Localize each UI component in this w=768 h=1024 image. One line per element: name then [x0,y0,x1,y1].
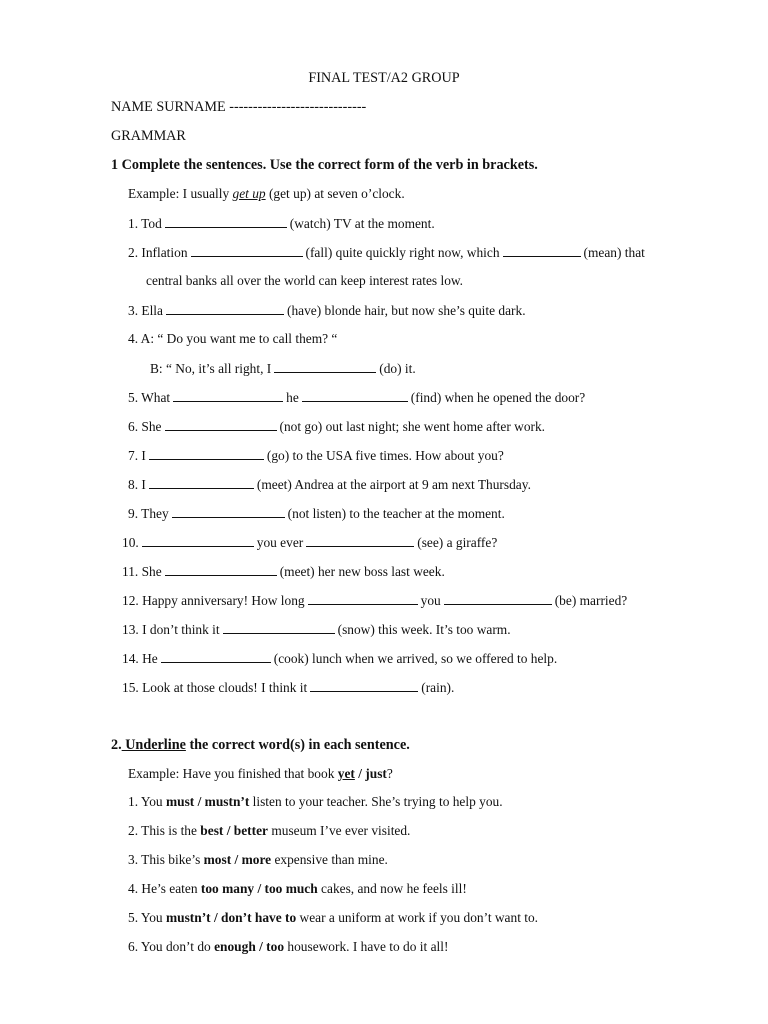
ex1-item-2: 2. Inflation (fall) quite quickly right now, which (mean) that [128,245,645,260]
example-answer: get up [232,186,266,201]
word-choice[interactable]: too many / too much [200,881,318,896]
example-correct-word: yet [337,766,355,781]
section-heading: GRAMMAR [111,128,186,144]
ex2-item-4: 4. He’s eaten too many / too much cakes, and now he feels ill! [128,881,467,896]
name-surname-dashes: ----------------------------- [229,99,367,115]
ex1-item-7: 7. I (go) to the USA five times. How about you? [128,448,504,463]
ex1-item-9: 9. They (not listen) to the teacher at the moment. [128,506,505,521]
answer-blank[interactable] [274,361,376,373]
ex1-item-2-cont: central banks all over the world can keep interest rates low. [146,273,464,288]
exercise-2-heading: 2. Underline the correct word(s) in each sentence. [111,737,410,753]
answer-blank[interactable] [165,564,277,576]
exercise-2-example: Example: Have you finished that book yet / just? [128,766,393,781]
ex2-item-6: 6. You don’t do enough / too housework. I have to do it all! [128,939,449,954]
name-surname-label: NAME SURNAME [111,99,226,115]
answer-blank[interactable] [444,593,552,605]
answer-blank[interactable] [173,390,283,402]
ex1-item-8: 8. I (meet) Andrea at the airport at 9 am next Thursday. [128,477,531,492]
ex2-item-2: 2. This is the best / better museum I’ve ever visited. [128,823,411,838]
ex1-item-4: 4. A: “ Do you want me to call them? “ [128,331,338,346]
answer-blank[interactable] [308,593,418,605]
answer-blank[interactable] [223,622,335,634]
answer-blank[interactable] [306,535,414,547]
ex1-item-1: 1. Tod (watch) TV at the moment. [128,216,435,231]
answer-blank[interactable] [503,245,581,257]
ex1-item-13: 13. I don’t think it (snow) this week. It’s too warm. [122,622,511,637]
ex2-item-3: 3. This bike’s most / more expensive than mine. [128,852,388,867]
answer-blank[interactable] [302,390,408,402]
answer-blank[interactable] [142,535,254,547]
ex1-item-10: 10. you ever (see) a giraffe? [122,535,498,550]
answer-blank[interactable] [165,216,287,228]
answer-blank[interactable] [149,477,254,489]
name-surname-line [111,100,366,114]
word-choice[interactable]: mustn’t / don’t have to [165,910,297,925]
ex1-item-6: 6. She (not go) out last night; she went home after work. [128,419,546,434]
ex1-item-4-reply: B: “ No, it’s all right, I (do) it. [150,361,416,376]
ex1-item-15: 15. Look at those clouds! I think it (rain). [122,680,455,695]
ex2-item-5: 5. You mustn’t / don’t have to wear a uniform at work if you don’t want to. [128,910,539,925]
ex1-item-14: 14. He (cook) lunch when we arrived, so we offered to help. [122,651,558,666]
answer-blank[interactable] [172,506,285,518]
ex1-item-12: 12. Happy anniversary! How long you (be) married? [122,593,628,608]
answer-blank[interactable] [166,303,284,315]
answer-blank[interactable] [165,419,277,431]
answer-blank[interactable] [191,245,303,257]
ex2-item-1: 1. You must / mustn’t listen to your teacher. She’s trying to help you. [128,794,503,809]
answer-blank[interactable] [310,680,418,692]
answer-blank[interactable] [149,448,264,460]
word-choice[interactable]: most / more [203,852,272,867]
word-choice[interactable]: enough / too [214,939,285,954]
exercise-1-heading: 1 Complete the sentences. Use the correct form of the verb in brackets. [111,157,538,173]
answer-blank[interactable] [161,651,271,663]
ex1-item-5: 5. What he (find) when he opened the door? [128,390,586,405]
word-choice[interactable]: best / better [200,823,268,838]
document-title: FINAL TEST/A2 GROUP [308,70,460,86]
ex1-item-11: 11. She (meet) her new boss last week. [122,564,445,579]
ex1-item-3: 3. Ella (have) blonde hair, but now she’s quite dark. [128,303,526,318]
exercise-1-example: Example: I usually get up (get up) at seven o’clock. [128,186,405,201]
word-choice[interactable]: must / mustn’t [165,794,250,809]
